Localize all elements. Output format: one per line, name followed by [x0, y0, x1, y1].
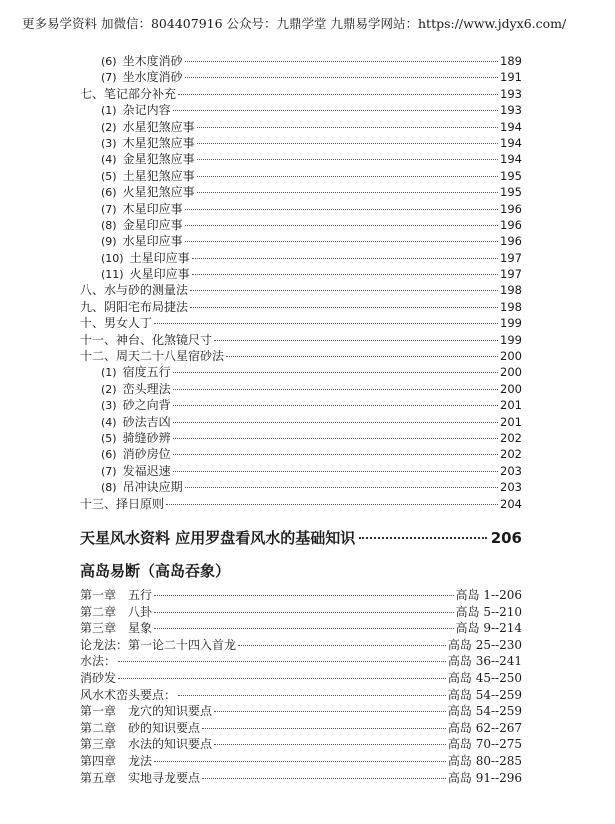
toc-entry-number: (10) — [101, 251, 124, 265]
toc-entry-title — [101, 381, 171, 398]
toc-entry-page: 196 — [500, 234, 522, 249]
leader-dots — [185, 487, 498, 488]
toc-entry-title — [80, 653, 116, 670]
toc-entry-label: 木星犯煞应事 — [122, 135, 195, 150]
toc-entry-title — [80, 587, 152, 604]
toc-entry-label: 八、水与砂的测量法 — [80, 283, 189, 298]
toc-entry-page: 194 — [500, 135, 522, 150]
toc-entry — [80, 201, 522, 217]
toc-entry — [80, 397, 522, 413]
toc-entry-number: (6) — [101, 55, 117, 68]
toc-entry-label: 第四章 龙法 — [80, 753, 153, 768]
toc-entry — [80, 687, 522, 704]
toc-entry — [80, 653, 522, 670]
toc-entry — [80, 430, 522, 446]
toc-entry-page: 199 — [500, 316, 522, 331]
toc-entry-label: 十一、神台、化煞镜尺寸 — [80, 332, 213, 347]
toc-entry-label: 消砂房位 — [122, 447, 171, 462]
toc-entry-label: 论龙法：第一论二十四入首龙 — [80, 637, 237, 652]
toc-entry-label: 木星印应事 — [122, 201, 183, 216]
leader-dots — [214, 340, 498, 341]
toc-entry — [80, 670, 522, 687]
toc-entry-number: (5) — [101, 431, 117, 445]
page-header: 更多易学资料 加微信：804407916 公众号：九鼎学堂 九鼎易学网站：https://www.jdyx6.com/ — [22, 16, 567, 31]
toc-entry-label: 十二、周天二十八星宿砂法 — [80, 349, 225, 364]
toc-entry-page: 194 — [500, 119, 522, 134]
leader-dots — [202, 728, 446, 729]
toc-entry-page: 198 — [500, 283, 522, 298]
toc-entry-label: 砂法吉凶 — [122, 414, 171, 429]
toc-major-page: 206 — [490, 529, 522, 547]
leader-dots — [238, 645, 446, 646]
toc-entry — [80, 463, 522, 479]
toc-entry-title — [80, 332, 212, 348]
toc-entry-title — [80, 687, 176, 704]
toc-entry-title — [80, 670, 116, 687]
toc-entry-number: (3) — [101, 399, 117, 413]
toc-entry — [80, 414, 522, 430]
toc-entry-label: 坐木度消砂 — [122, 54, 183, 68]
toc-entry-number: (11) — [101, 268, 124, 282]
toc-entry-page: 196 — [500, 217, 522, 232]
toc-entry-label: 第二章 砂的知识要点 — [80, 720, 201, 735]
toc-entry-number: (1) — [101, 366, 117, 380]
toc-entry-title — [101, 53, 183, 70]
toc-entry — [80, 348, 522, 364]
toc-entry-page: 高岛 54--259 — [447, 704, 522, 719]
leader-dots — [154, 612, 454, 613]
toc-entry — [80, 282, 522, 298]
toc-entry-title — [80, 282, 188, 298]
toc-entry-number: (7) — [101, 464, 117, 478]
toc-entry — [80, 479, 522, 495]
toc-entry-title — [101, 250, 190, 267]
toc-entry-number: (4) — [101, 153, 117, 167]
toc-entry-page: 高岛 62--267 — [447, 720, 522, 735]
leader-dots — [173, 372, 498, 373]
toc-entry-label: 火星印应事 — [129, 267, 190, 282]
toc-entry-label: 消砂发 — [80, 670, 117, 685]
leader-dots — [154, 628, 454, 629]
toc-entry-page: 高岛 36--241 — [447, 654, 522, 669]
leader-dots — [197, 143, 498, 144]
toc-entry-label: 土星犯煞应事 — [122, 168, 195, 183]
toc-entry — [80, 753, 522, 770]
leader-dots — [359, 537, 486, 539]
toc-entry-title — [101, 479, 183, 496]
toc-entry — [80, 446, 522, 462]
leader-dots — [173, 389, 498, 390]
leader-dots — [185, 209, 498, 210]
leader-dots — [173, 438, 498, 439]
toc-entry — [80, 102, 522, 118]
toc-major-title: 天星风水资料 应用罗盘看风水的基础知识 — [80, 529, 356, 547]
toc-entry-title — [80, 703, 212, 720]
toc-entry — [80, 135, 522, 151]
toc-entry-label: 第一章 五行 — [80, 588, 153, 602]
toc-entry-label: 九、阴阳宅布局捷法 — [80, 299, 189, 314]
leader-dots — [173, 471, 498, 472]
toc-entry-label: 第一章 龙穴的知识要点 — [80, 704, 213, 719]
leader-dots — [173, 405, 498, 406]
toc-entry-title — [80, 348, 224, 364]
leader-dots — [226, 356, 498, 357]
table-of-contents — [80, 53, 522, 512]
toc-entry-page: 201 — [500, 414, 522, 429]
toc-entry-title — [101, 233, 183, 250]
leader-dots — [173, 454, 498, 455]
toc-entry — [80, 86, 522, 102]
toc-entry-title — [80, 315, 152, 331]
toc-entry — [80, 233, 522, 249]
toc-entry-title — [101, 364, 171, 381]
toc-entry-number: (2) — [101, 382, 117, 396]
section-title: 高岛易断（高岛吞象） — [80, 562, 231, 580]
toc-entry-label: 金星犯煞应事 — [122, 152, 195, 167]
leader-dots — [154, 761, 446, 762]
toc-entry — [80, 119, 522, 135]
leader-dots — [185, 61, 498, 62]
toc-entry — [80, 168, 522, 184]
toc-entry — [80, 250, 522, 266]
toc-entry-title — [80, 604, 152, 621]
toc-entry-number: (6) — [101, 448, 117, 462]
toc-entry-page: 高岛 54--259 — [447, 687, 522, 702]
toc-entry-label: 第三章 水法的知识要点 — [80, 737, 213, 752]
toc-entry-number: (1) — [101, 104, 117, 118]
toc-entry-page: 189 — [500, 54, 522, 68]
leader-dots — [118, 678, 446, 679]
toc-entry-title — [101, 119, 195, 136]
toc-entry-title — [80, 753, 152, 770]
toc-entry — [80, 364, 522, 380]
toc-entry-title — [80, 637, 236, 654]
toc-entry-page: 203 — [500, 480, 522, 495]
toc-entry-label: 风水术峦头要点： — [80, 687, 177, 702]
toc-entry-label: 七、笔记部分补充 — [80, 86, 177, 101]
toc-entry-page: 高岛 5--210 — [455, 604, 522, 619]
leader-dots — [190, 290, 498, 291]
toc-entry-page: 195 — [500, 168, 522, 183]
toc-entry-title — [101, 414, 171, 431]
toc-entry-label: 第五章 实地寻龙要点 — [80, 770, 201, 785]
leader-dots — [178, 695, 446, 696]
leader-dots — [190, 307, 498, 308]
toc-entry-label: 宿度五行 — [122, 365, 171, 380]
toc-entry-title — [101, 217, 183, 234]
toc-entry — [80, 315, 522, 331]
toc-entry-number: (8) — [101, 481, 117, 495]
leader-dots — [178, 94, 498, 95]
toc-entry-title — [80, 770, 200, 787]
toc-entry — [80, 69, 522, 85]
toc-entry-page: 201 — [500, 398, 522, 413]
toc-entry — [80, 332, 522, 348]
toc-entry-label: 骑缝砂辨 — [122, 430, 171, 445]
toc-entry-page: 197 — [500, 267, 522, 282]
toc-entry — [80, 770, 522, 787]
toc-entry-title — [101, 151, 195, 168]
toc-entry — [80, 151, 522, 167]
toc-entry-title — [80, 620, 152, 637]
toc-entry-label: 坐水度消砂 — [122, 70, 183, 85]
toc-entry-label: 吊冲诀应期 — [122, 480, 183, 495]
toc-entry-title — [101, 69, 183, 86]
toc-entry-page: 高岛 91--296 — [447, 770, 522, 785]
toc-entry — [80, 620, 522, 637]
leader-dots — [192, 258, 498, 259]
leader-dots — [154, 323, 498, 324]
toc-entry-title — [101, 135, 195, 152]
toc-entry-title — [80, 496, 164, 512]
toc-entry — [80, 266, 522, 282]
toc-entry — [80, 299, 522, 315]
toc-entry-page: 202 — [500, 447, 522, 462]
toc-entry-label: 第三章 星象 — [80, 621, 153, 636]
toc-entry-title — [101, 430, 171, 447]
toc-entry — [80, 736, 522, 753]
toc-entry — [80, 184, 522, 200]
toc-entry — [80, 604, 522, 621]
toc-entry-number: (9) — [101, 235, 117, 249]
toc-entry-title — [101, 201, 183, 218]
leader-dots — [173, 422, 498, 423]
toc-entry-title — [101, 168, 195, 185]
leader-dots — [192, 274, 498, 275]
toc-entry-page: 194 — [500, 152, 522, 167]
toc-entry-number: (4) — [101, 415, 117, 429]
toc-entry-label: 第二章 八卦 — [80, 604, 153, 619]
toc-entry-page: 高岛 70--275 — [447, 737, 522, 752]
toc-entry-label: 砂之向背 — [122, 398, 171, 413]
toc-entry-page: 191 — [500, 70, 522, 85]
toc-entry-number: (7) — [101, 202, 117, 216]
toc-entry — [80, 703, 522, 720]
toc-entry-title — [80, 299, 188, 315]
leader-dots — [197, 176, 498, 177]
toc-entry-page: 195 — [500, 185, 522, 200]
toc-entry-title — [101, 184, 195, 201]
leader-dots — [173, 110, 498, 111]
toc-entry-title — [101, 266, 190, 283]
toc-major-entry — [80, 527, 522, 548]
toc-entry-page: 高岛 25--230 — [447, 637, 522, 652]
toc-entry-label: 土星印应事 — [129, 250, 190, 265]
leader-dots — [154, 595, 454, 596]
table-of-contents-gaodao — [80, 587, 522, 786]
leader-dots — [118, 661, 446, 662]
toc-entry-number: (7) — [101, 71, 117, 85]
toc-entry-title — [80, 736, 212, 753]
toc-entry-label: 水星犯煞应事 — [122, 119, 195, 134]
toc-entry-page: 高岛 9--214 — [455, 621, 522, 636]
toc-entry-label: 十、男女人丁 — [80, 316, 153, 331]
toc-entry-page: 193 — [500, 86, 522, 101]
leader-dots — [185, 241, 498, 242]
toc-entry-page: 204 — [500, 496, 522, 511]
toc-entry-label: 水法： — [80, 654, 117, 669]
leader-dots — [185, 77, 498, 78]
toc-entry-number: (5) — [101, 169, 117, 183]
toc-entry-title — [80, 720, 200, 737]
toc-entry — [80, 381, 522, 397]
toc-entry-page: 202 — [500, 430, 522, 445]
toc-entry-title — [101, 463, 171, 480]
toc-entry-page: 200 — [500, 349, 522, 364]
toc-entry-number: (6) — [101, 186, 117, 200]
toc-entry-label: 十三、择日原则 — [80, 496, 165, 511]
toc-entry-number: (3) — [101, 136, 117, 150]
toc-entry-label: 发福迟速 — [122, 463, 171, 478]
toc-entry-number: (8) — [101, 218, 117, 232]
toc-entry-page: 200 — [500, 365, 522, 380]
leader-dots — [197, 192, 498, 193]
toc-entry-page: 高岛 1--206 — [455, 588, 522, 602]
toc-entry-page: 200 — [500, 381, 522, 396]
toc-entry-page: 199 — [500, 332, 522, 347]
toc-entry-page: 193 — [500, 103, 522, 118]
leader-dots — [197, 159, 498, 160]
toc-entry-label: 金星印应事 — [122, 217, 183, 232]
toc-entry-title — [101, 397, 171, 414]
toc-entry — [80, 217, 522, 233]
leader-dots — [214, 711, 446, 712]
toc-entry-page: 高岛 45--250 — [447, 670, 522, 685]
toc-entry-page: 197 — [500, 250, 522, 265]
toc-entry — [80, 53, 522, 69]
leader-dots — [185, 225, 498, 226]
toc-entry-page: 196 — [500, 201, 522, 216]
toc-entry-number: (2) — [101, 120, 117, 134]
toc-entry — [80, 637, 522, 654]
leader-dots — [202, 778, 446, 779]
toc-entry — [80, 720, 522, 737]
toc-entry-label: 杂记内容 — [122, 103, 171, 118]
toc-entry-title — [80, 86, 176, 102]
toc-entry-page: 198 — [500, 299, 522, 314]
toc-entry — [80, 587, 522, 604]
toc-entry-label: 峦头理法 — [122, 381, 171, 396]
toc-entry — [80, 496, 522, 512]
leader-dots — [166, 504, 498, 505]
leader-dots — [214, 744, 446, 745]
toc-entry-label: 水星印应事 — [122, 234, 183, 249]
toc-entry-label: 火星犯煞应事 — [122, 185, 195, 200]
leader-dots — [197, 127, 498, 128]
toc-entry-title — [101, 446, 171, 463]
toc-entry-title — [101, 102, 171, 119]
toc-entry-page: 203 — [500, 463, 522, 478]
toc-entry-page: 高岛 80--285 — [447, 753, 522, 768]
